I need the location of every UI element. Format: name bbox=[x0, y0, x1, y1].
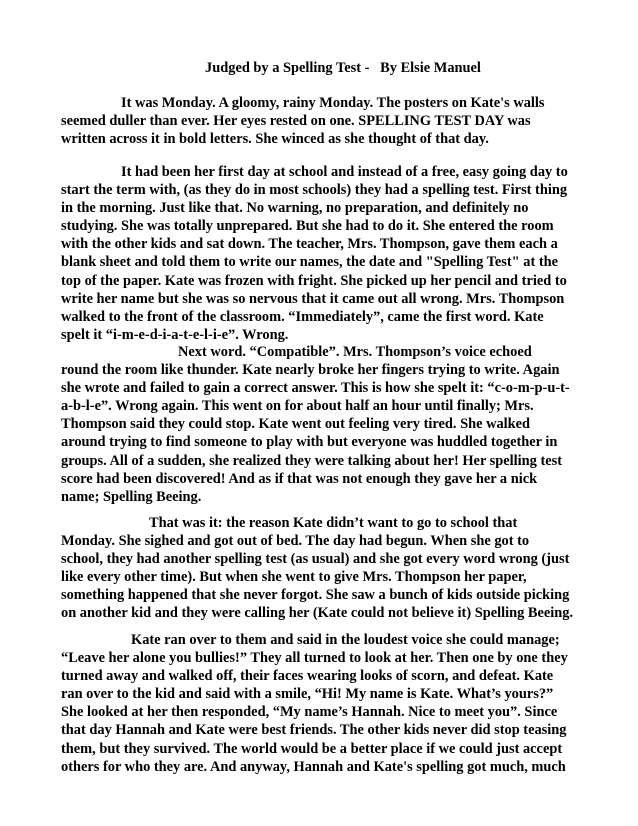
paragraph-line: a-b-l-e”. Wrong again. This went on for about half an hour until finally; Mrs. bbox=[61, 398, 534, 415]
paragraph-line: Kate ran over to them and said in the loudest voice she could manage; bbox=[131, 632, 560, 648]
paragraph-3 bbox=[61, 343, 581, 506]
paragraph-line: school, they had another spelling test (as usual) and she got every word wrong (just bbox=[61, 551, 570, 568]
paragraph-line: name; Spelling Beeing. bbox=[61, 488, 202, 505]
paragraph-line: around trying to find someone to play with but everyone was huddled together in bbox=[61, 434, 558, 451]
paragraph-line: written across it in bold letters. She winced as she thought of that day. bbox=[61, 131, 489, 148]
paragraph-line: write her name but she was so nervous that it came out all wrong. Mrs. Thompson bbox=[61, 290, 565, 307]
paragraph-line: She looked at her then responded, “My name’s Hannah. Nice to meet you”. Since bbox=[61, 704, 558, 721]
paragraph-line: blank sheet and told them to write our names, the date and "Spelling Test" at the bbox=[61, 254, 559, 271]
paragraph-line: Thompson said they could stop. Kate went out feeling very tired. She walked bbox=[61, 416, 531, 433]
paragraph-line: It was Monday. A gloomy, rainy Monday. The posters on Kate's walls bbox=[121, 95, 545, 111]
paragraph-line: that day Hannah and Kate were best friends. The other kids never did stop teasing bbox=[61, 722, 567, 739]
paragraph-line: studying. She was totally unprepared. But she had to do it. She entered the room bbox=[61, 218, 554, 235]
paragraph-line: groups. All of a sudden, she realized they were talking about her! Her spelling test bbox=[61, 452, 563, 469]
paragraph-line: something happened that she never forgot. She saw a bunch of kids outside picking bbox=[61, 587, 570, 604]
story-title: Judged by a Spelling Test - By Elsie Manuel bbox=[205, 60, 481, 76]
paragraph-line: spelt it “i-m-e-d-i-a-t-e-l-i-e”. Wrong. bbox=[61, 326, 289, 343]
paragraph-line: round the room like thunder. Kate nearly broke her fingers trying to write. Again bbox=[61, 362, 560, 379]
paragraph-line: others for who they are. And anyway, Hannah and Kate's spelling got much, much bbox=[61, 758, 566, 775]
paragraph-line: start the term with, (as they do in most schools) they had a spelling test. First thing bbox=[61, 182, 568, 199]
paragraph-line: “Leave her alone you bullies!” They all turned to look at her. Then one by one they bbox=[61, 650, 568, 667]
paragraph-line: Next word. “Compatible”. Mrs. Thompson’s voice echoed bbox=[178, 344, 532, 360]
paragraph-2 bbox=[61, 163, 581, 344]
paragraph-line: score had been discovered! And as if that was not enough they gave her a nick bbox=[61, 470, 538, 487]
paragraph-line: on another kid and they were calling her (Kate could not believe it) Spelling Beeing. bbox=[61, 605, 574, 622]
paragraph-line: That was it: the reason Kate didn’t want to go to school that bbox=[149, 515, 518, 531]
paragraph-line: like every other time). But when she went to give Mrs. Thompson her paper, bbox=[61, 569, 527, 586]
paragraph-line: seemed duller than ever. Her eyes rested on one. SPELLING TEST DAY was bbox=[61, 113, 531, 130]
paragraph-line: It had been her first day at school and instead of a free, easy going day to bbox=[121, 164, 568, 180]
paragraph-line: she wrote and failed to gain a correct answer. This is how she spelt it: “c-o-m-p-u-t- bbox=[61, 380, 570, 397]
paragraph-line: turned away and walked off, their faces wearing looks of scorn, and defeat. Kate bbox=[61, 668, 554, 685]
paragraph-line: in the morning. Just like that. No warning, no preparation, and definitely no bbox=[61, 200, 529, 217]
paragraph-line: ran over to the kid and said with a smile, “Hi! My name is Kate. What’s yours?” bbox=[61, 686, 554, 703]
paragraph-line: top of the paper. Kate was frozen with fright. She picked up her pencil and tried to bbox=[61, 272, 567, 289]
paragraph-line: them, but they survived. The world would be a better place if we could just accept bbox=[61, 740, 563, 757]
paragraph-4 bbox=[61, 514, 581, 623]
paragraph-line: walked to the front of the classroom. “Immediately”, came the first word. Kate bbox=[61, 308, 544, 325]
paragraph-line: with the other kids and sat down. The teacher, Mrs. Thompson, gave them each a bbox=[61, 236, 558, 253]
paragraph-1 bbox=[61, 94, 581, 148]
paragraph-5 bbox=[61, 631, 581, 776]
paragraph-line: Monday. She sighed and got out of bed. The day had begun. When she got to bbox=[61, 533, 530, 550]
